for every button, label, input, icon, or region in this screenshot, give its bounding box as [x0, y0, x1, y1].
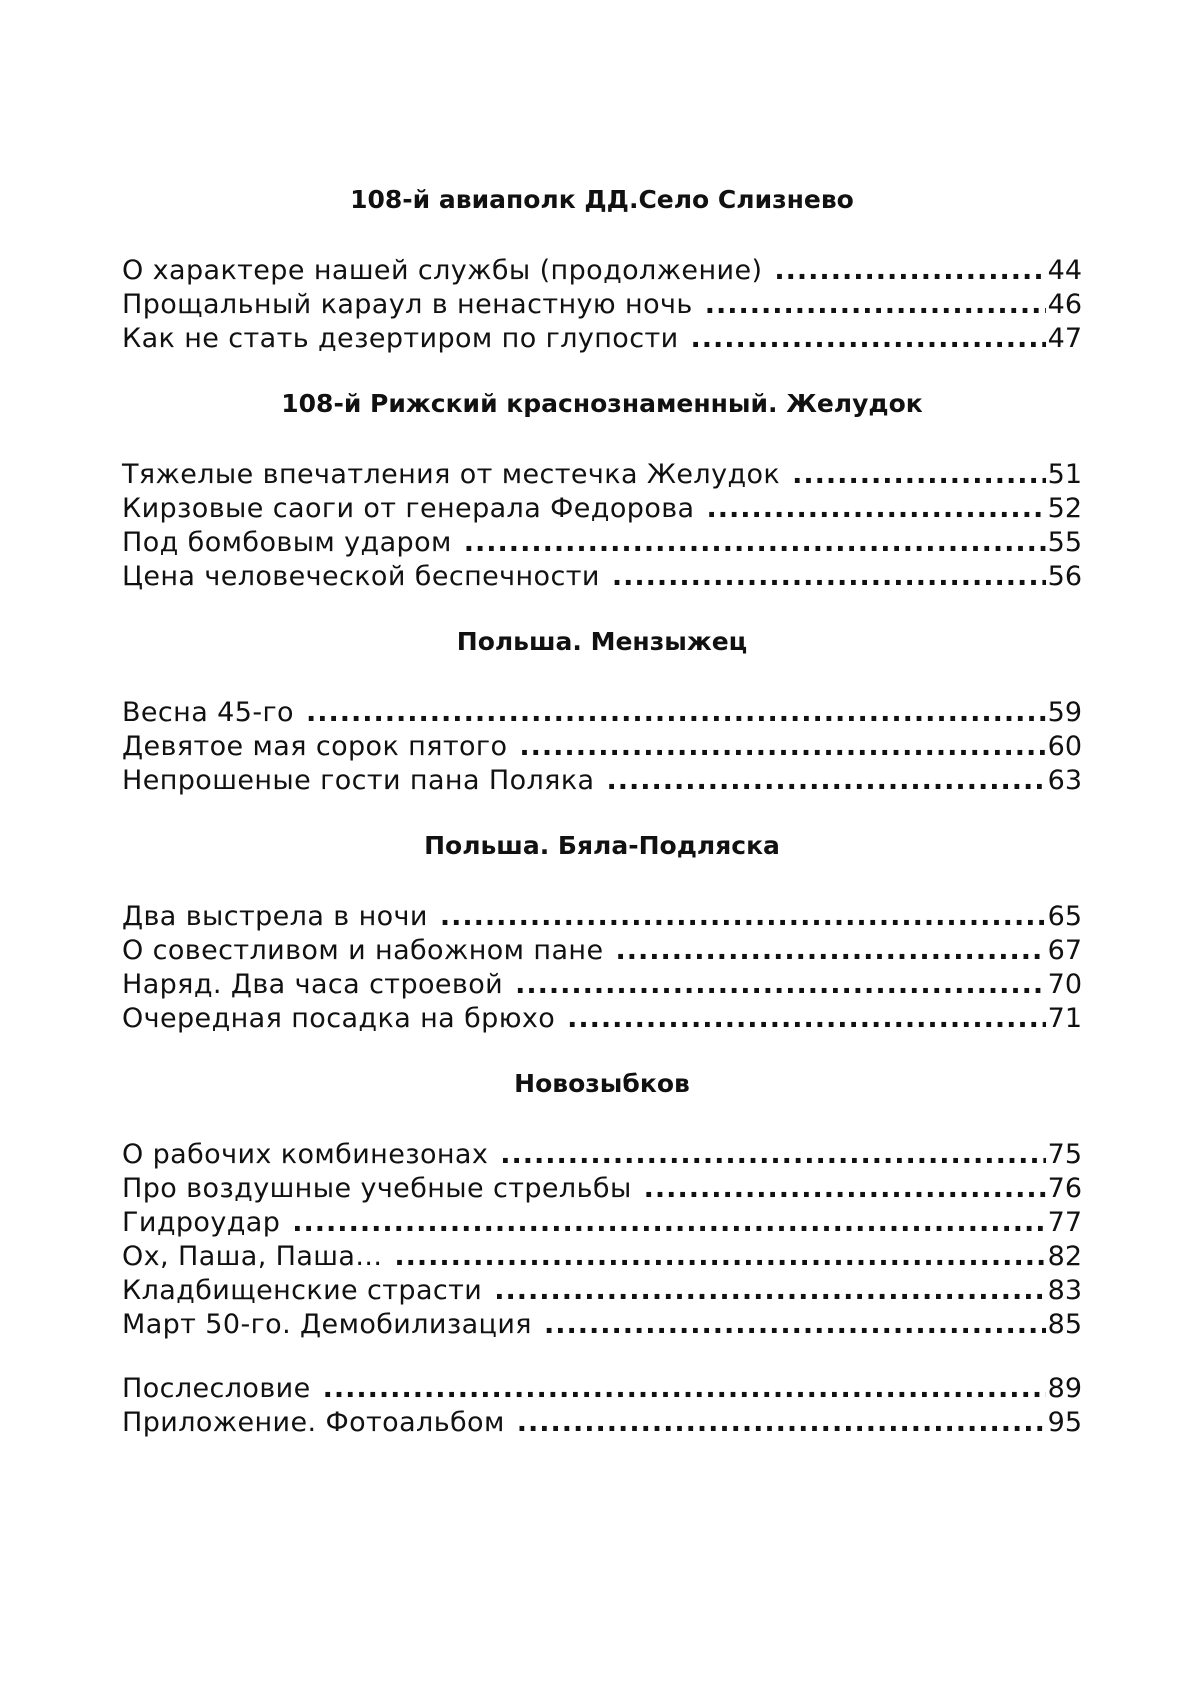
toc-entry[interactable] — [122, 1372, 1082, 1406]
dot-leader — [494, 1274, 1045, 1308]
toc-entry-title: О совестливом и набожном пане — [122, 935, 604, 966]
toc-entry[interactable] — [122, 934, 1082, 968]
toc-entry-page: 76 — [1047, 1173, 1082, 1204]
toc-entry-title: Девятое мая сорок пятого — [122, 731, 508, 762]
dot-leader — [517, 1406, 1046, 1440]
dot-leader — [515, 968, 1046, 1002]
section-title: Польша. Бяла-Подляска — [424, 831, 780, 860]
toc-entry[interactable] — [122, 322, 1082, 356]
toc-entry-page: 51 — [1047, 459, 1082, 490]
dot-leader — [774, 254, 1045, 288]
toc-entry-page: 55 — [1047, 527, 1082, 558]
toc-entry[interactable] — [122, 1172, 1082, 1206]
dot-leader — [544, 1308, 1046, 1342]
dot-leader — [519, 730, 1045, 764]
toc-entry[interactable] — [122, 288, 1082, 322]
toc-entry-title: Приложение. Фотоальбом — [122, 1407, 505, 1438]
toc-entry-page: 67 — [1047, 935, 1082, 966]
toc-entry-title: Март 50-го. Демобилизация — [122, 1309, 532, 1340]
toc-entry[interactable] — [122, 492, 1082, 526]
toc-entry-page: 70 — [1047, 969, 1082, 1000]
toc-entry-title: Весна 45-го — [122, 697, 294, 728]
toc-entry-page: 89 — [1047, 1373, 1082, 1404]
toc-entry[interactable] — [122, 1240, 1082, 1274]
toc-entry-title: Наряд. Два часа строевой — [122, 969, 504, 1000]
toc-entry[interactable] — [122, 1274, 1082, 1308]
dot-leader — [606, 764, 1045, 798]
toc-entry-page: 82 — [1047, 1241, 1082, 1272]
toc-entry[interactable] — [122, 1002, 1082, 1036]
toc-entry-page: 75 — [1047, 1139, 1082, 1170]
toc-entry-page: 71 — [1047, 1003, 1082, 1034]
dot-leader — [500, 1138, 1045, 1172]
toc-entry[interactable] — [122, 1206, 1082, 1240]
toc-entry-title: О характере нашей службы (продолжение) — [122, 255, 763, 286]
section-title: Новозыбков — [514, 1069, 690, 1098]
toc-entry[interactable] — [122, 560, 1082, 594]
toc-entry-title: Гидроудар — [122, 1207, 281, 1238]
dot-leader — [705, 288, 1046, 322]
toc-entry-title: Под бомбовым ударом — [122, 527, 452, 558]
toc-entry-page: 46 — [1047, 289, 1082, 320]
dot-leader — [616, 934, 1046, 968]
dot-leader — [306, 696, 1046, 730]
toc-section — [122, 182, 1082, 356]
toc-entry-title: Прощальный караул в ненастную ночь — [122, 289, 693, 320]
toc-entry-list — [122, 696, 1082, 798]
toc-entry[interactable] — [122, 1406, 1082, 1440]
dot-leader — [612, 560, 1046, 594]
toc-entry-title: Ох, Паша, Паша... — [122, 1241, 383, 1272]
toc-entry-list — [122, 1138, 1082, 1342]
dot-leader — [292, 1206, 1045, 1240]
toc-section — [122, 1066, 1082, 1342]
dot-leader — [464, 526, 1046, 560]
toc-entry-page: 65 — [1047, 901, 1082, 932]
toc-entry-title: Кладбищенские страсти — [122, 1275, 483, 1306]
toc-entry[interactable] — [122, 764, 1082, 798]
toc-entry-page: 44 — [1047, 255, 1082, 286]
toc-entry[interactable] — [122, 730, 1082, 764]
toc-entry-title: Тяжелые впечатления от местечка Желудок — [122, 459, 781, 490]
toc-entry-list — [122, 900, 1082, 1036]
toc-entry-page: 47 — [1047, 323, 1082, 354]
toc-entry[interactable] — [122, 526, 1082, 560]
dot-leader — [792, 458, 1045, 492]
toc-entry-page: 85 — [1047, 1309, 1082, 1340]
toc-entry-title: Кирзовые саоги от генерала Федорова — [122, 493, 695, 524]
dot-leader — [440, 900, 1046, 934]
toc-entry-page: 77 — [1047, 1207, 1082, 1238]
dot-leader — [691, 322, 1046, 356]
toc-entry-list — [122, 458, 1082, 594]
toc-entry[interactable] — [122, 254, 1082, 288]
section-title: Польша. Мензыжец — [456, 627, 748, 656]
toc-entry[interactable] — [122, 968, 1082, 1002]
table-of-contents — [122, 182, 1082, 1440]
toc-entry-page: 59 — [1047, 697, 1082, 728]
dot-leader — [707, 492, 1046, 526]
toc-final-entry-list — [122, 1372, 1082, 1440]
toc-entry-page: 56 — [1047, 561, 1082, 592]
toc-entry-list — [122, 254, 1082, 356]
toc-entry[interactable] — [122, 696, 1082, 730]
toc-entry-page: 52 — [1047, 493, 1082, 524]
toc-entry-page: 60 — [1047, 731, 1082, 762]
dot-leader — [644, 1172, 1046, 1206]
toc-entry-page: 83 — [1047, 1275, 1082, 1306]
toc-section — [122, 624, 1082, 798]
toc-entry-page: 63 — [1047, 765, 1082, 796]
section-title: 108-й авиаполк ДД.Село Слизнево — [350, 185, 854, 214]
section-title: 108-й Рижский краснознаменный. Желудок — [281, 389, 923, 418]
toc-section — [122, 386, 1082, 594]
dot-leader — [323, 1372, 1046, 1406]
toc-entry[interactable] — [122, 1138, 1082, 1172]
toc-entry[interactable] — [122, 1308, 1082, 1342]
toc-entry-title: Непрошеные гости пана Поляка — [122, 765, 595, 796]
toc-entry[interactable] — [122, 900, 1082, 934]
toc-section — [122, 828, 1082, 1036]
toc-entry-title: Два выстрела в ночи — [122, 901, 428, 932]
toc-entry-page: 95 — [1047, 1407, 1082, 1438]
toc-entry-title: Очередная посадка на брюхо — [122, 1003, 556, 1034]
toc-entry-title: Цена человеческой беспечности — [122, 561, 600, 592]
dot-leader — [394, 1240, 1045, 1274]
toc-entry-title: Как не стать дезертиром по глупости — [122, 323, 679, 354]
toc-entry-title: Про воздушные учебные стрельбы — [122, 1173, 632, 1204]
toc-entry-title: О рабочих комбинезонах — [122, 1139, 489, 1170]
dot-leader — [567, 1002, 1046, 1036]
toc-entry[interactable] — [122, 458, 1082, 492]
toc-entry-title: Послесловие — [122, 1373, 311, 1404]
